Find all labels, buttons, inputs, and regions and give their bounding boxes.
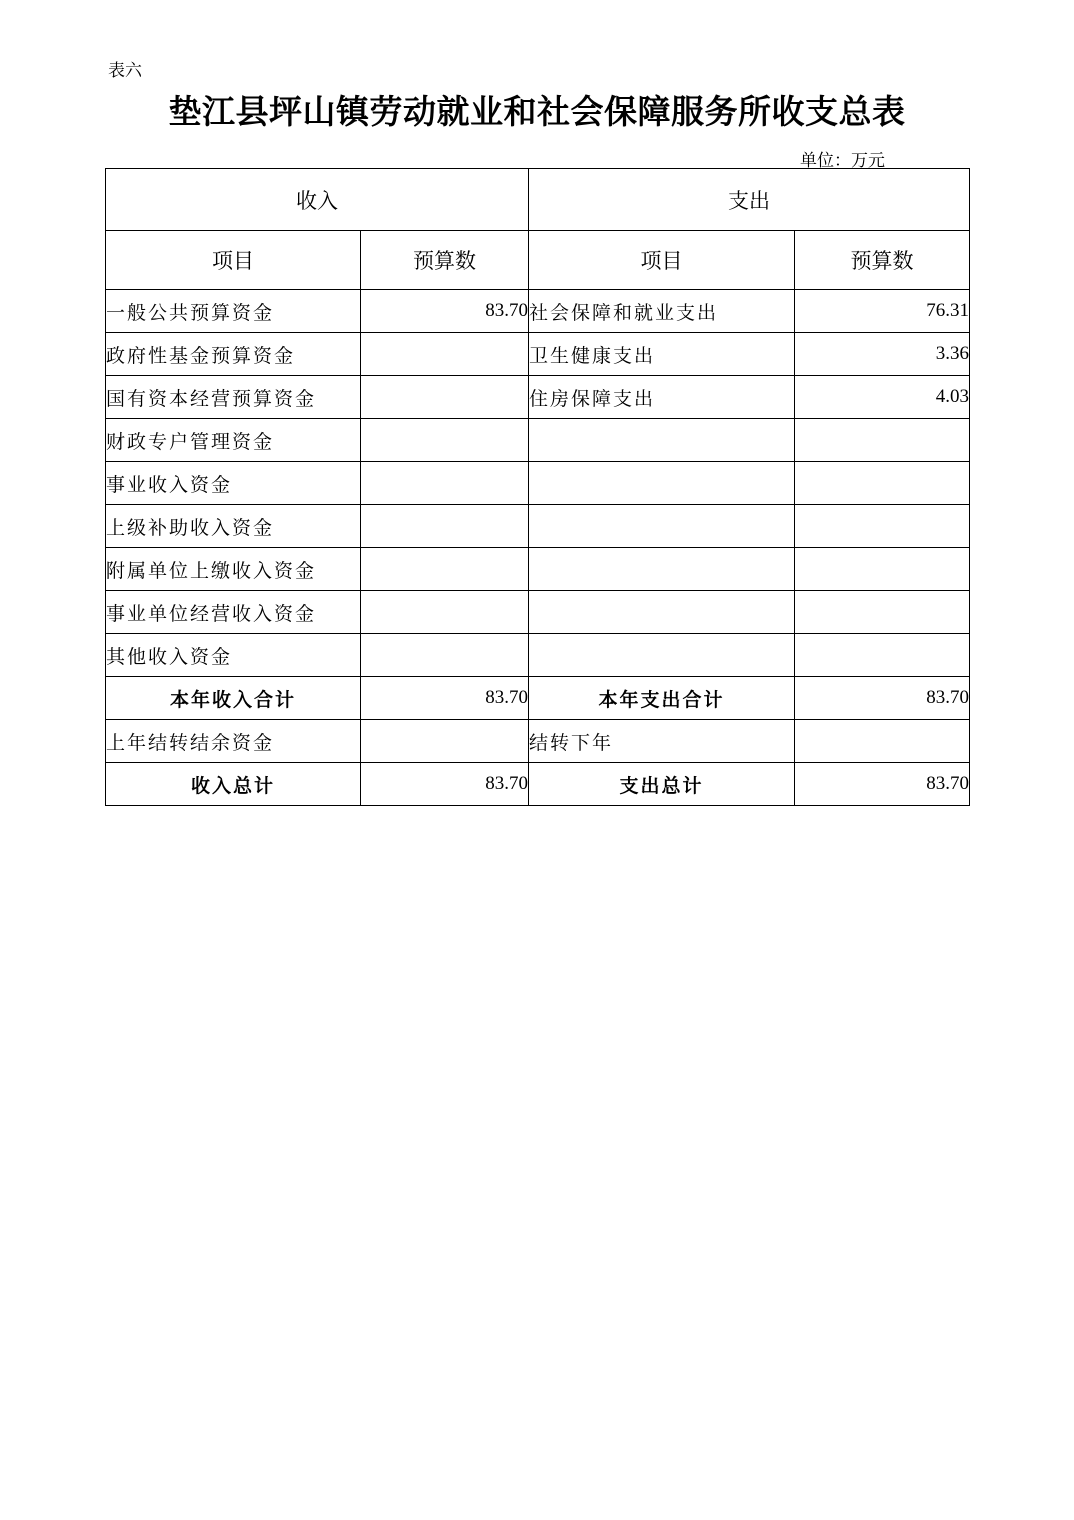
income-subtotal-label: 本年收入合计 (106, 677, 361, 720)
budget-summary-table (105, 168, 970, 806)
table-row (106, 376, 970, 419)
expense-value-cell (795, 634, 970, 677)
expense-value-cell: 4.03 (795, 376, 970, 419)
table-row (106, 290, 970, 333)
income-section-header: 收入 (106, 169, 529, 231)
income-item-cell: 一般公共预算资金 (106, 290, 361, 333)
income-value-cell (361, 505, 529, 548)
income-item-cell: 财政专户管理资金 (106, 419, 361, 462)
expense-item-cell: 卫生健康支出 (529, 333, 795, 376)
income-item-cell: 国有资本经营预算资金 (106, 376, 361, 419)
carryover-row (106, 720, 970, 763)
income-item-cell: 事业收入资金 (106, 462, 361, 505)
income-value-cell: 83.70 (361, 290, 529, 333)
subtotal-row (106, 677, 970, 720)
expense-budget-column-header: 预算数 (795, 231, 970, 290)
income-value-cell (361, 376, 529, 419)
income-value-cell (361, 548, 529, 591)
income-value-cell (361, 462, 529, 505)
expense-value-cell: 3.36 (795, 333, 970, 376)
expense-value-cell (795, 505, 970, 548)
income-total-label: 收入总计 (106, 763, 361, 806)
income-item-cell: 政府性基金预算资金 (106, 333, 361, 376)
expense-value-cell (795, 419, 970, 462)
expense-subtotal-label: 本年支出合计 (529, 677, 795, 720)
income-subtotal-value: 83.70 (361, 677, 529, 720)
expense-value-cell (795, 591, 970, 634)
income-value-cell (361, 333, 529, 376)
income-carryover-value (361, 720, 529, 763)
expense-total-value: 83.70 (795, 763, 970, 806)
income-budget-column-header: 预算数 (361, 231, 529, 290)
expense-item-cell (529, 591, 795, 634)
income-item-column-header: 项目 (106, 231, 361, 290)
expense-item-cell (529, 634, 795, 677)
expense-item-cell: 住房保障支出 (529, 376, 795, 419)
table-row (106, 419, 970, 462)
expense-value-cell: 76.31 (795, 290, 970, 333)
unit-label: 单位：万元 (800, 151, 885, 171)
table-row (106, 462, 970, 505)
expense-carryover-label: 结转下年 (529, 720, 795, 763)
expense-item-cell: 社会保障和就业支出 (529, 290, 795, 333)
table-number-label: 表六 (108, 61, 142, 81)
expense-carryover-value (795, 720, 970, 763)
income-item-cell: 上级补助收入资金 (106, 505, 361, 548)
income-carryover-label: 上年结转结余资金 (106, 720, 361, 763)
page-title: 垫江县坪山镇劳动就业和社会保障服务所收支总表 (168, 92, 906, 131)
income-value-cell (361, 634, 529, 677)
expense-total-label: 支出总计 (529, 763, 795, 806)
expense-item-cell (529, 548, 795, 591)
expense-value-cell (795, 462, 970, 505)
table-row (106, 591, 970, 634)
income-value-cell (361, 591, 529, 634)
income-value-cell (361, 419, 529, 462)
table-row (106, 634, 970, 677)
expense-item-cell (529, 419, 795, 462)
table-row (106, 548, 970, 591)
table-row (106, 333, 970, 376)
income-item-cell: 事业单位经营收入资金 (106, 591, 361, 634)
table-row (106, 505, 970, 548)
total-row (106, 763, 970, 806)
expense-item-column-header: 项目 (529, 231, 795, 290)
expense-value-cell (795, 548, 970, 591)
column-header-row (106, 231, 970, 290)
income-item-cell: 附属单位上缴收入资金 (106, 548, 361, 591)
expense-item-cell (529, 462, 795, 505)
income-total-value: 83.70 (361, 763, 529, 806)
expense-item-cell (529, 505, 795, 548)
section-header-row (106, 169, 970, 231)
expense-subtotal-value: 83.70 (795, 677, 970, 720)
expense-section-header: 支出 (529, 169, 970, 231)
income-item-cell: 其他收入资金 (106, 634, 361, 677)
